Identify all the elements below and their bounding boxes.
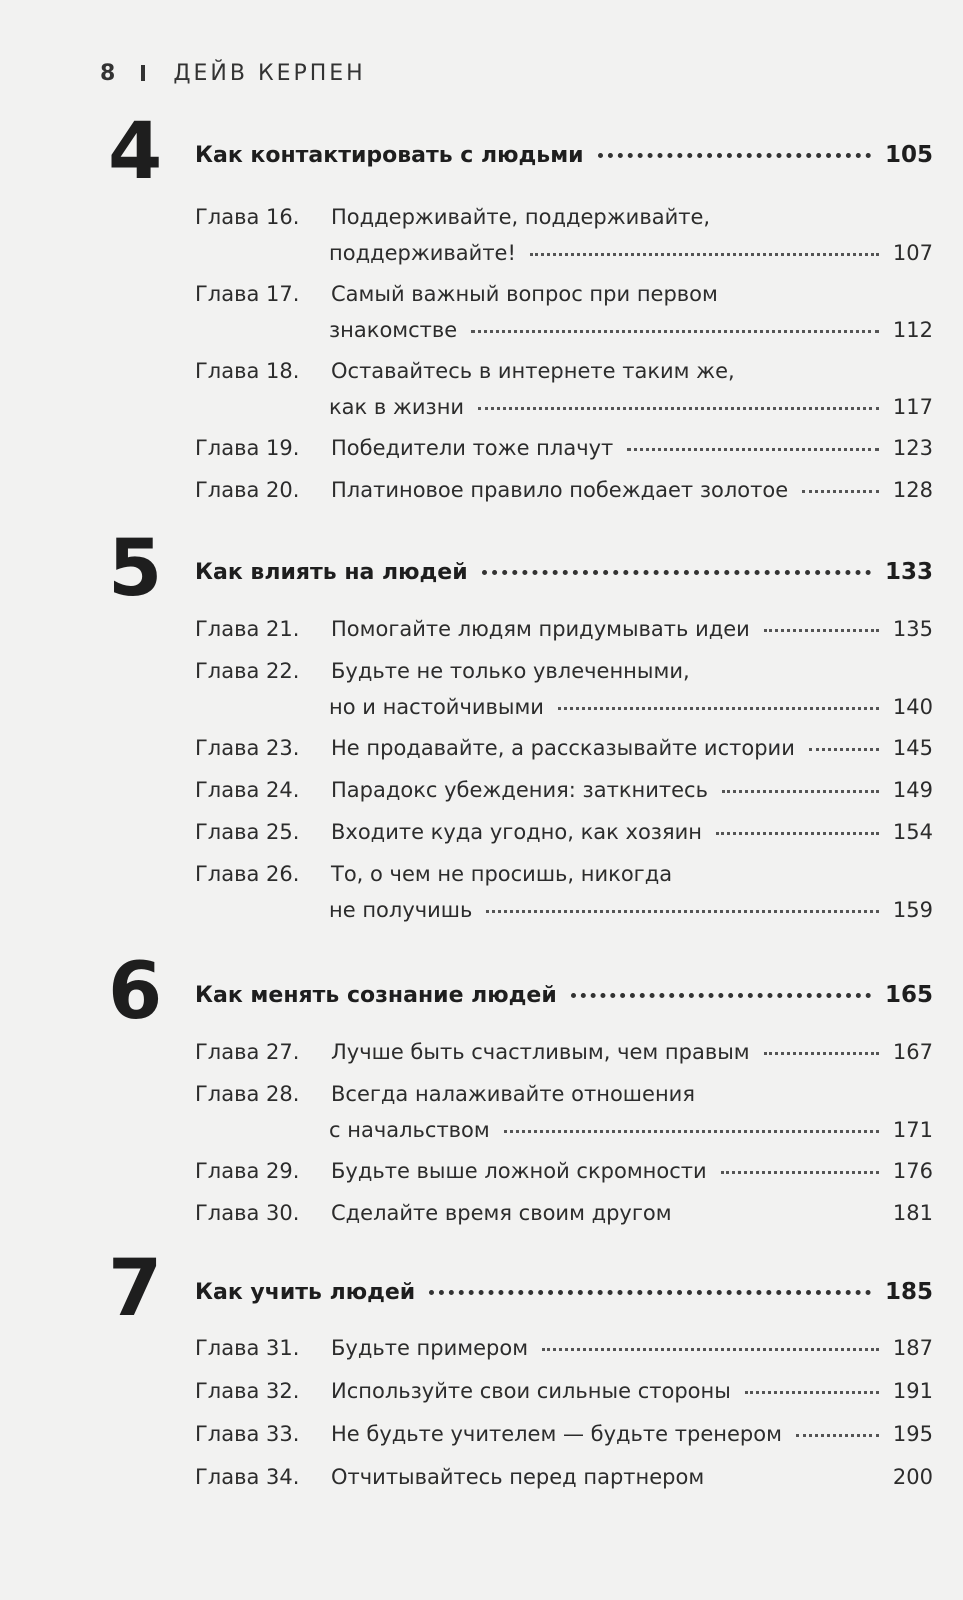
- dot-leader: [478, 407, 879, 410]
- dot-leader: [504, 1130, 879, 1133]
- chapter-label: Глава 27.: [195, 1040, 300, 1064]
- author-name: ДЕЙВ КЕРПЕН: [173, 60, 366, 86]
- chapter-page: 145: [892, 736, 933, 760]
- chapter-title-line: Платиновое правило побеждает золотое: [331, 478, 789, 502]
- part-title-row[interactable]: [195, 1279, 933, 1313]
- chapter-title-line: Оставайтесь в интернете таким же,: [331, 359, 735, 383]
- dot-leader: [716, 832, 879, 835]
- chapter-page: 140: [892, 695, 933, 719]
- chapter-page: 117: [892, 395, 933, 419]
- toc-entry-chapter-29[interactable]: [195, 1159, 933, 1195]
- chapter-label: Глава 25.: [195, 820, 300, 844]
- part-title-row[interactable]: [195, 559, 933, 593]
- chapter-label: Глава 16.: [195, 205, 300, 229]
- chapter-title-line: Сделайте время своим другом: [331, 1201, 672, 1225]
- chapter-label: Глава 17.: [195, 282, 300, 306]
- chapter-title-line: поддерживайте!: [329, 241, 516, 265]
- part-title-row[interactable]: [195, 142, 933, 176]
- chapter-page: 123: [892, 436, 933, 460]
- chapter-page: 200: [892, 1465, 933, 1489]
- running-header: [100, 58, 366, 88]
- chapter-label: Глава 29.: [195, 1159, 300, 1183]
- chapter-page: 154: [892, 820, 933, 844]
- chapter-title-line: как в жизни: [329, 395, 465, 419]
- toc-entry-chapter-26[interactable]: [195, 862, 933, 934]
- chapter-page: 107: [892, 241, 933, 265]
- dot-leader: [542, 1348, 879, 1351]
- dot-leader: [558, 707, 879, 710]
- chapter-page: 159: [892, 898, 933, 922]
- part-title: Как контактировать с людьми: [195, 143, 584, 168]
- part-page: 133: [884, 559, 933, 585]
- chapter-title-line: Помогайте людям придумывать идеи: [331, 617, 750, 641]
- toc-entry-chapter-19[interactable]: [195, 436, 933, 472]
- toc-entry-chapter-20[interactable]: [195, 478, 933, 514]
- chapter-label: Глава 31.: [195, 1336, 300, 1360]
- chapter-title-line: Будьте не только увлеченными,: [331, 659, 690, 683]
- chapter-title-line: Самый важный вопрос при первом: [331, 282, 718, 306]
- toc-entry-chapter-22[interactable]: [195, 659, 933, 731]
- dot-leader: [482, 570, 871, 575]
- toc-entry-chapter-30[interactable]: [195, 1201, 933, 1237]
- dot-leader: [471, 330, 879, 333]
- dot-leader: [802, 490, 879, 493]
- chapter-title-line: Поддерживайте, поддерживайте,: [331, 205, 711, 229]
- part-page: 185: [884, 1279, 933, 1305]
- dot-leader: [571, 993, 871, 998]
- dot-leader: [486, 910, 879, 913]
- chapter-label: Глава 19.: [195, 436, 300, 460]
- part-title: Как менять сознание людей: [195, 983, 557, 1008]
- chapter-page: 195: [892, 1422, 933, 1446]
- chapter-label: Глава 28.: [195, 1082, 300, 1106]
- part-number: 7: [108, 1244, 163, 1334]
- toc-entry-chapter-23[interactable]: [195, 736, 933, 772]
- chapter-title-line: с начальством: [329, 1118, 490, 1142]
- header-separator: [141, 65, 145, 81]
- chapter-title-line: Не будьте учителем — будьте тренером: [331, 1422, 782, 1446]
- chapter-label: Глава 30.: [195, 1201, 300, 1225]
- chapter-label: Глава 20.: [195, 478, 300, 502]
- dot-leader: [721, 1171, 879, 1174]
- chapter-page: 176: [892, 1159, 933, 1183]
- toc-entry-chapter-33[interactable]: [195, 1422, 933, 1458]
- chapter-title-line: Входите куда угодно, как хозяин: [331, 820, 702, 844]
- toc-entry-chapter-25[interactable]: [195, 820, 933, 856]
- dot-leader: [796, 1434, 879, 1437]
- toc-entry-chapter-24[interactable]: [195, 778, 933, 814]
- chapter-title-line: Будьте примером: [331, 1336, 529, 1360]
- dot-leader: [764, 1052, 879, 1055]
- toc-entry-chapter-28[interactable]: [195, 1082, 933, 1154]
- chapter-label: Глава 22.: [195, 659, 300, 683]
- toc-entry-chapter-21[interactable]: [195, 617, 933, 653]
- part-number: 6: [108, 947, 163, 1037]
- dot-leader: [429, 1290, 871, 1295]
- dot-leader: [598, 153, 871, 158]
- chapter-page: 167: [892, 1040, 933, 1064]
- toc-entry-chapter-18[interactable]: [195, 359, 933, 431]
- toc-entry-chapter-17[interactable]: [195, 282, 933, 354]
- toc-entry-chapter-32[interactable]: [195, 1379, 933, 1415]
- chapter-label: Глава 26.: [195, 862, 300, 886]
- chapter-title-line: но и настойчивыми: [329, 695, 544, 719]
- part-title-row[interactable]: [195, 982, 933, 1016]
- chapter-title-line: Победители тоже плачут: [331, 436, 614, 460]
- toc-entry-chapter-16[interactable]: [195, 205, 933, 277]
- chapter-page: 135: [892, 617, 933, 641]
- chapter-title-line: Используйте свои сильные стороны: [331, 1379, 731, 1403]
- dot-leader: [722, 790, 879, 793]
- chapter-label: Глава 34.: [195, 1465, 300, 1489]
- chapter-page: 181: [892, 1201, 933, 1225]
- part-number: 5: [108, 524, 163, 614]
- part-page: 105: [884, 142, 933, 168]
- part-page: 165: [884, 982, 933, 1008]
- chapter-page: 191: [892, 1379, 933, 1403]
- chapter-title-line: не получишь: [329, 898, 473, 922]
- chapter-label: Глава 21.: [195, 617, 300, 641]
- chapter-title-line: знакомстве: [329, 318, 458, 342]
- dot-leader: [627, 448, 879, 451]
- chapter-title-line: То, о чем не просишь, никогда: [331, 862, 673, 886]
- chapter-title-line: Отчитывайтесь перед партнером: [331, 1465, 705, 1489]
- chapter-title-line: Лучше быть счастливым, чем правым: [331, 1040, 750, 1064]
- chapter-title-line: Всегда налаживайте отношения: [331, 1082, 695, 1106]
- dot-leader: [764, 629, 879, 632]
- part-title: Как влиять на людей: [195, 560, 468, 585]
- chapter-label: Глава 32.: [195, 1379, 300, 1403]
- chapter-page: 112: [892, 318, 933, 342]
- chapter-page: 128: [892, 478, 933, 502]
- part-number: 4: [108, 107, 163, 197]
- part-title: Как учить людей: [195, 1280, 416, 1305]
- chapter-page: 149: [892, 778, 933, 802]
- chapter-label: Глава 33.: [195, 1422, 300, 1446]
- chapter-page: 187: [892, 1336, 933, 1360]
- chapter-page: 171: [892, 1118, 933, 1142]
- chapter-title-line: Парадокс убеждения: заткнитесь: [331, 778, 708, 802]
- chapter-label: Глава 24.: [195, 778, 300, 802]
- dot-leader: [745, 1391, 879, 1394]
- chapter-label: Глава 18.: [195, 359, 300, 383]
- chapter-title-line: Не продавайте, а рассказывайте истории: [331, 736, 795, 760]
- chapter-title-line: Будьте выше ложной скромности: [331, 1159, 707, 1183]
- dot-leader: [809, 748, 879, 751]
- toc-entry-chapter-34[interactable]: [195, 1465, 933, 1501]
- chapter-label: Глава 23.: [195, 736, 300, 760]
- page-number: 8: [100, 60, 116, 86]
- toc-entry-chapter-31[interactable]: [195, 1336, 933, 1372]
- dot-leader: [530, 253, 879, 256]
- toc-entry-chapter-27[interactable]: [195, 1040, 933, 1076]
